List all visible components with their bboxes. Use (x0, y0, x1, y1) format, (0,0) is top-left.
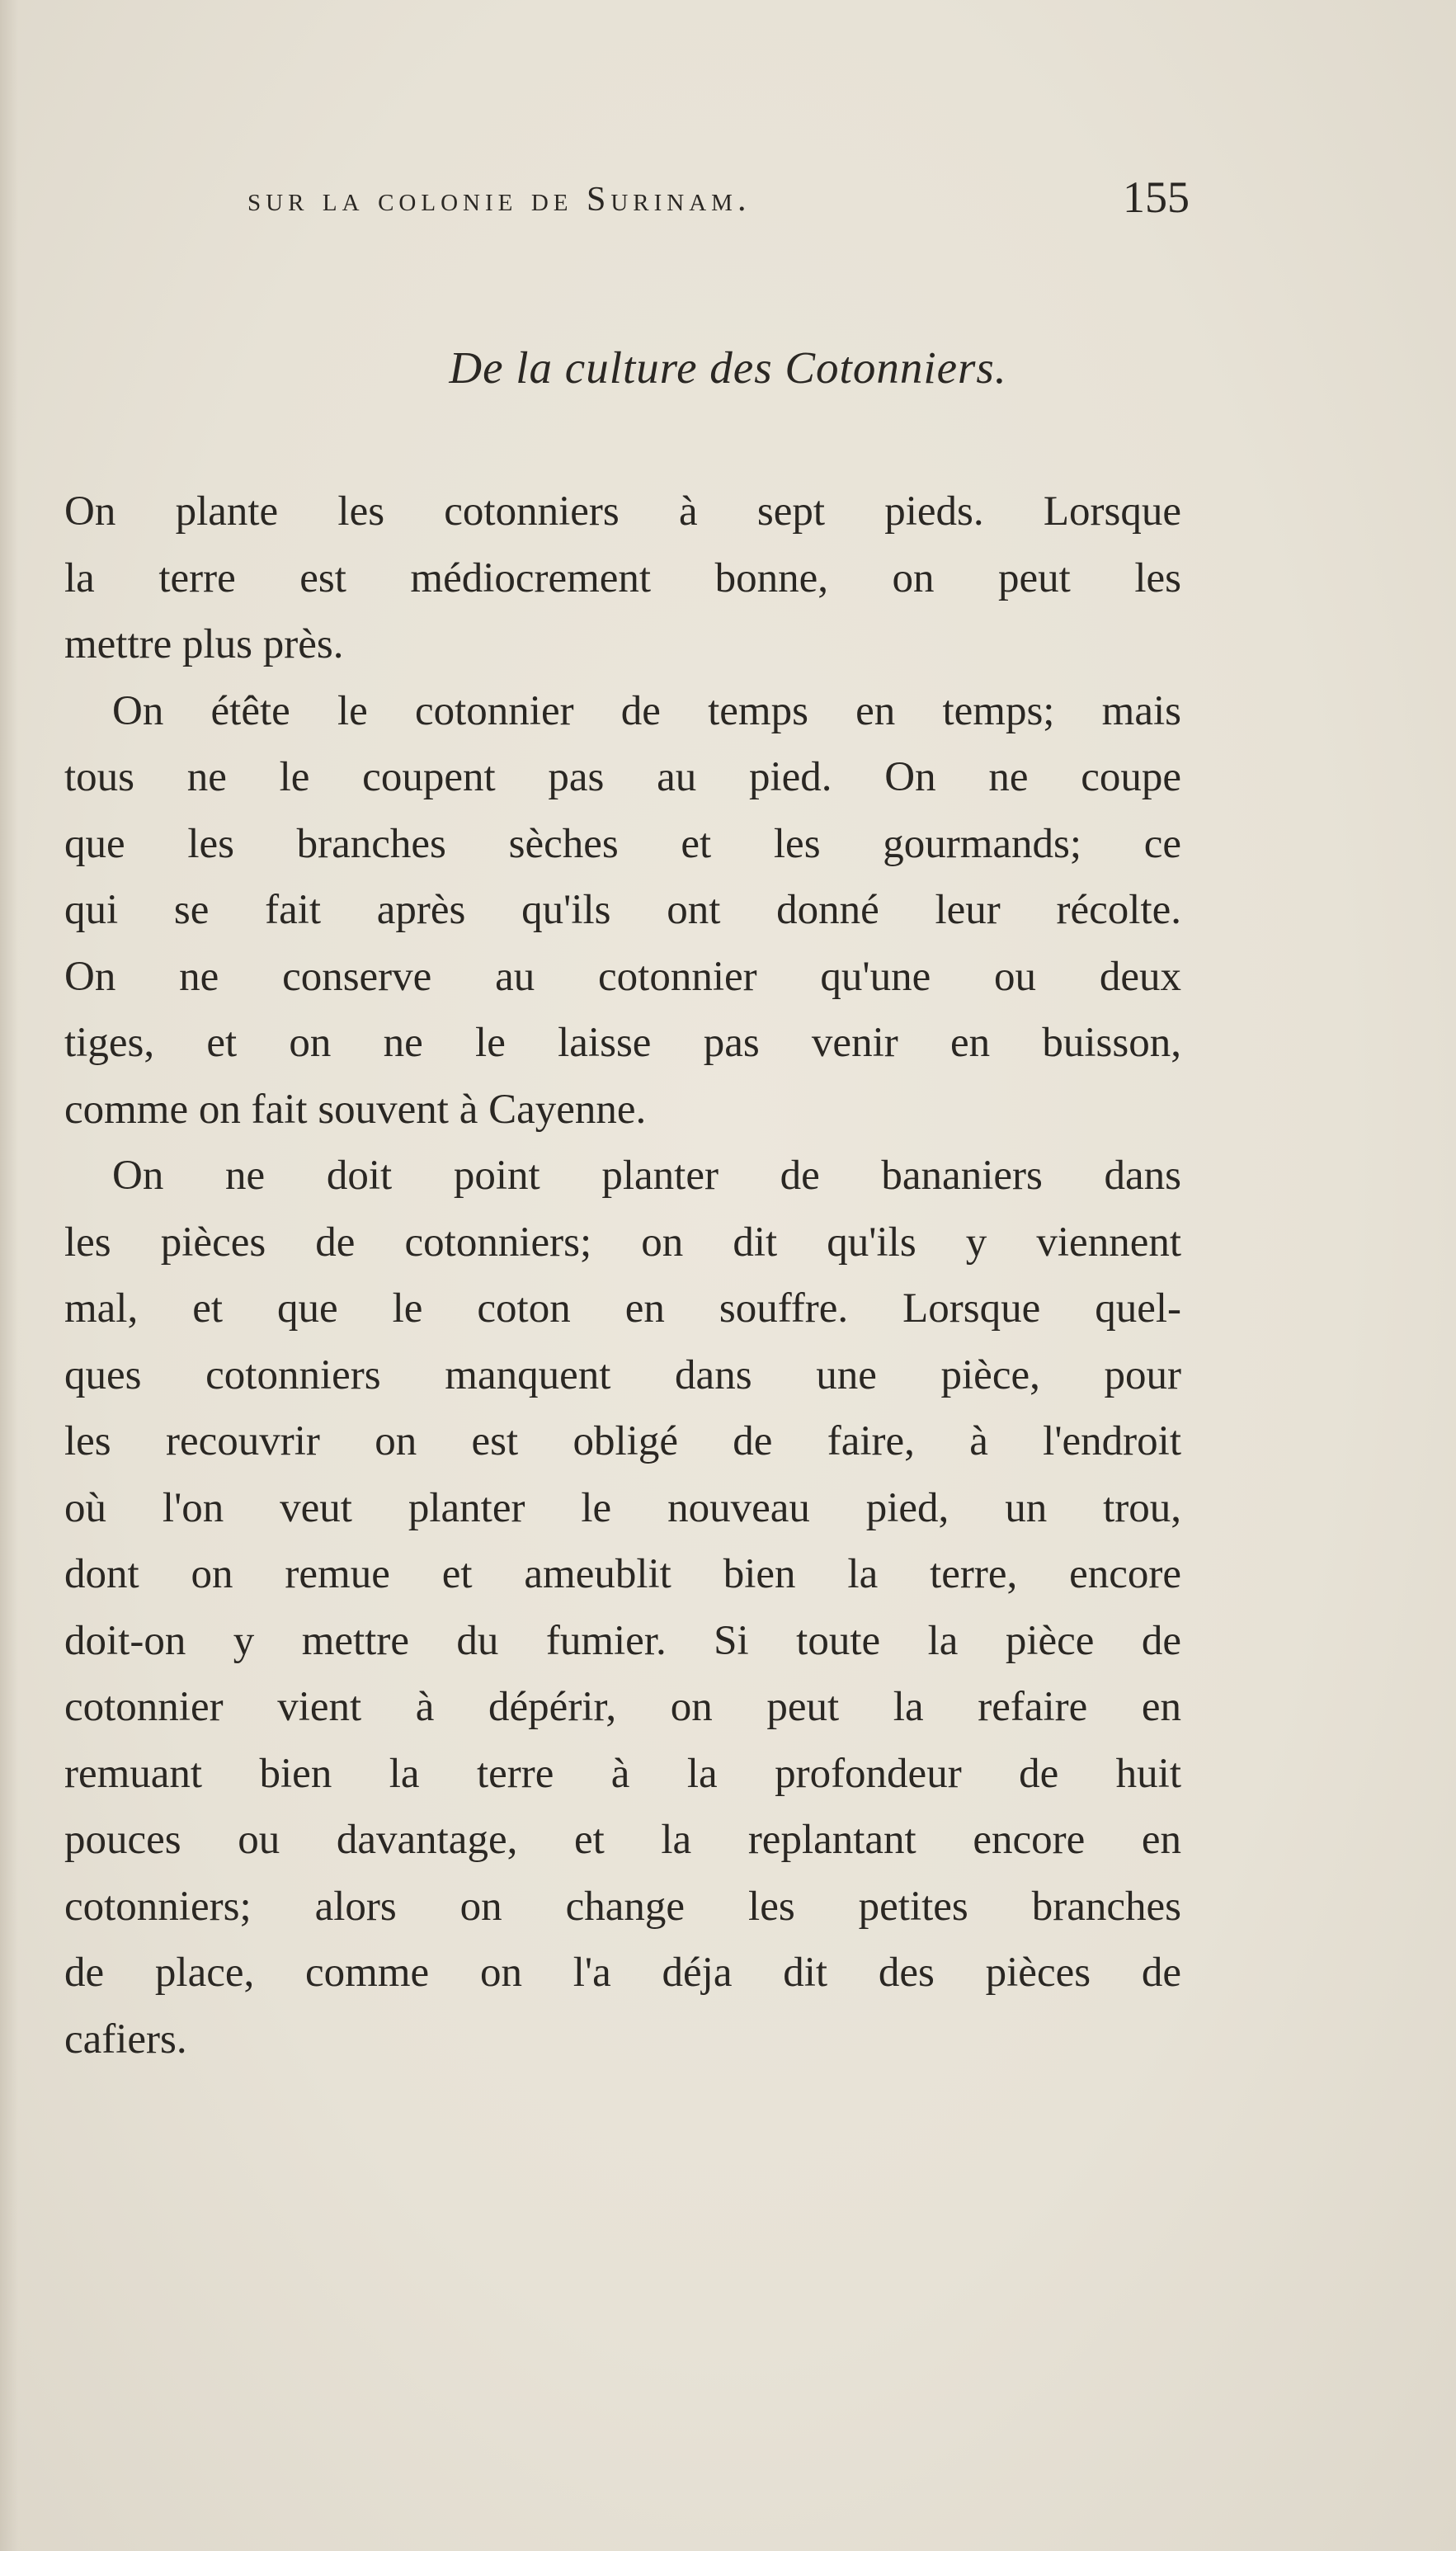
body-text (64, 479, 1181, 2072)
running-title: sur la colonie de Surinam. (247, 181, 752, 219)
text-line: cafiers. (64, 2016, 187, 2063)
text-line: de place, comme on l'a déja dit des pièces de (64, 1950, 1181, 1996)
text-line: les recouvrir on est obligé de faire, à l'endroit (64, 1418, 1181, 1464)
text-line: comme on fait souvent à Cayenne. (64, 1086, 647, 1133)
text-line: où l'on veut planter le nouveau pied, un trou, (64, 1484, 1181, 1531)
text-line: pouces ou davantage, et la replantant encore en (64, 1817, 1181, 1863)
section-heading: De la culture des Cotonniers. (449, 342, 1007, 393)
text-line: ques cotonniers manquent dans une pièce, pour (64, 1351, 1181, 1398)
text-line: tiges, et on ne le laisse pas venir en buisson, (64, 1020, 1181, 1066)
text-line: On ne doit point planter de bananiers dans (112, 1153, 1181, 1199)
page-number: 155 (1123, 172, 1190, 222)
text-line: qui se fait après qu'ils ont donné leur récolte. (64, 887, 1181, 933)
text-line: cotonnier vient à dépérir, on peut la refaire en (64, 1684, 1181, 1730)
text-line: On ne conserve au cotonnier qu'une ou deux (64, 953, 1181, 1000)
text-line: que les branches sèches et les gourmands; ce (64, 820, 1181, 867)
text-line: cotonniers; alors on change les petites branches (64, 1883, 1181, 1930)
text-line: les pièces de cotonniers; on dit qu'ils y viennent (64, 1219, 1181, 1266)
text-line: tous ne le coupent pas au pied. On ne coupe (64, 754, 1181, 800)
text-line: la terre est médiocrement bonne, on peut les (64, 554, 1181, 601)
text-line: On étête le cotonnier de temps en temps; mais (112, 687, 1181, 734)
text-line: doit-on y mettre du fumier. Si toute la pièce de (64, 1617, 1181, 1664)
running-head (247, 172, 1190, 238)
text-line: remuant bien la terre à la profondeur de huit (64, 1750, 1181, 1797)
text-line: mettre plus près. (64, 621, 344, 667)
text-line: dont on remue et ameublit bien la terre, encore (64, 1551, 1181, 1597)
text-line: mal, et que le coton en souffre. Lorsque quel- (64, 1285, 1181, 1332)
text-line: On plante les cotonniers à sept pieds. Lorsque (64, 488, 1181, 535)
